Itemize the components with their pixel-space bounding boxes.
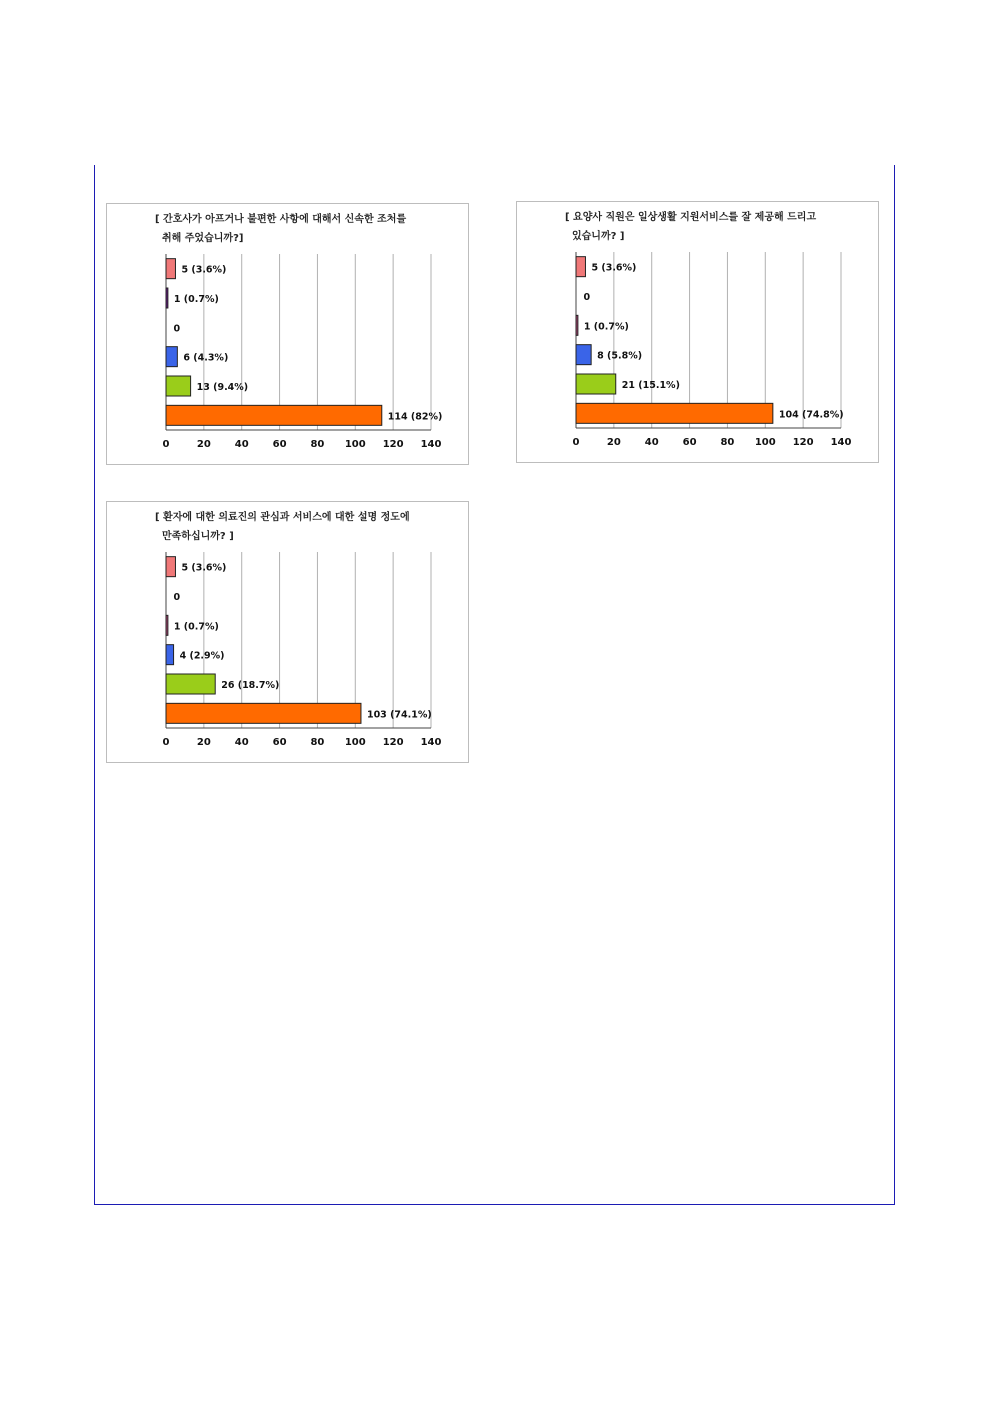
x-tick-label: 100 <box>344 439 366 450</box>
data-label: 0 <box>173 592 181 603</box>
bar <box>576 257 585 277</box>
data-label: 0 <box>173 323 181 335</box>
chart-title: [ 환자에 대한 의료진의 관심과 서비스에 대한 설명 정도에 만족하십니까? ] <box>155 512 410 542</box>
x-tick-label: 140 <box>420 737 442 748</box>
chart-medical-staff-explanation <box>106 501 469 763</box>
data-label: 114 (82%) <box>387 411 443 423</box>
data-label: 8 (5.8%) <box>597 350 643 362</box>
x-tick-label: 140 <box>830 437 852 448</box>
data-label: 103 (74.1%) <box>366 709 432 721</box>
x-tick-label: 60 <box>682 437 697 448</box>
x-tick-label: 40 <box>644 437 659 448</box>
data-label: 4 (2.9%) <box>179 650 225 662</box>
bar <box>166 288 168 308</box>
x-tick-label: 0 <box>572 437 580 448</box>
data-label: 0 <box>583 292 591 303</box>
x-tick-label: 0 <box>162 439 170 450</box>
x-tick-label: 120 <box>382 737 404 748</box>
x-tick-label: 100 <box>754 437 776 448</box>
x-tick-label: 120 <box>792 437 814 448</box>
x-tick-label: 80 <box>310 439 325 450</box>
bar <box>166 674 215 694</box>
bar <box>166 259 175 279</box>
x-tick-label: 0 <box>162 737 170 748</box>
x-tick-label: 20 <box>606 437 621 448</box>
bar <box>166 405 382 425</box>
bar <box>166 557 175 577</box>
x-tick-label: 100 <box>344 737 366 748</box>
bar <box>576 345 591 365</box>
bar <box>576 403 773 423</box>
data-label: 1 (0.7%) <box>583 321 629 333</box>
chart-title: [ 요양사 직원은 일상생활 지원서비스를 잘 제공해 드리고 있습니까? ] <box>565 212 817 242</box>
x-tick-label: 80 <box>720 437 735 448</box>
bar <box>166 347 177 367</box>
bar <box>166 615 168 635</box>
x-tick-label: 40 <box>234 439 249 450</box>
bar-chart-plot <box>107 204 470 466</box>
x-tick-label: 140 <box>420 439 442 450</box>
bar <box>166 376 191 396</box>
x-tick-label: 120 <box>382 439 404 450</box>
chart-caregiver-support <box>516 201 879 463</box>
data-label: 1 (0.7%) <box>173 621 219 633</box>
chart-title: [ 간호사가 아프거나 불편한 사항에 대해서 신속한 조처를 취해 주었습니까?] <box>155 214 407 244</box>
bar <box>166 645 174 665</box>
x-tick-label: 60 <box>272 439 287 450</box>
bar <box>166 703 361 723</box>
data-label: 5 (3.6%) <box>181 264 227 276</box>
bar-chart-plot <box>107 502 470 764</box>
data-label: 26 (18.7%) <box>221 680 280 691</box>
bar <box>576 315 578 335</box>
data-label: 21 (15.1%) <box>621 380 680 391</box>
data-label: 1 (0.7%) <box>173 294 219 305</box>
x-tick-label: 40 <box>234 737 249 748</box>
bar-chart-plot <box>517 202 880 464</box>
data-label: 104 (74.8%) <box>778 409 844 421</box>
chart-nurse-response <box>106 203 469 465</box>
x-tick-label: 20 <box>196 737 211 748</box>
x-tick-label: 60 <box>272 737 287 748</box>
data-label: 6 (4.3%) <box>183 352 229 364</box>
x-tick-label: 80 <box>310 737 325 748</box>
x-tick-label: 20 <box>196 439 211 450</box>
data-label: 13 (9.4%) <box>196 382 249 393</box>
data-label: 5 (3.6%) <box>591 262 637 274</box>
data-label: 5 (3.6%) <box>181 562 227 574</box>
bar <box>576 374 616 394</box>
